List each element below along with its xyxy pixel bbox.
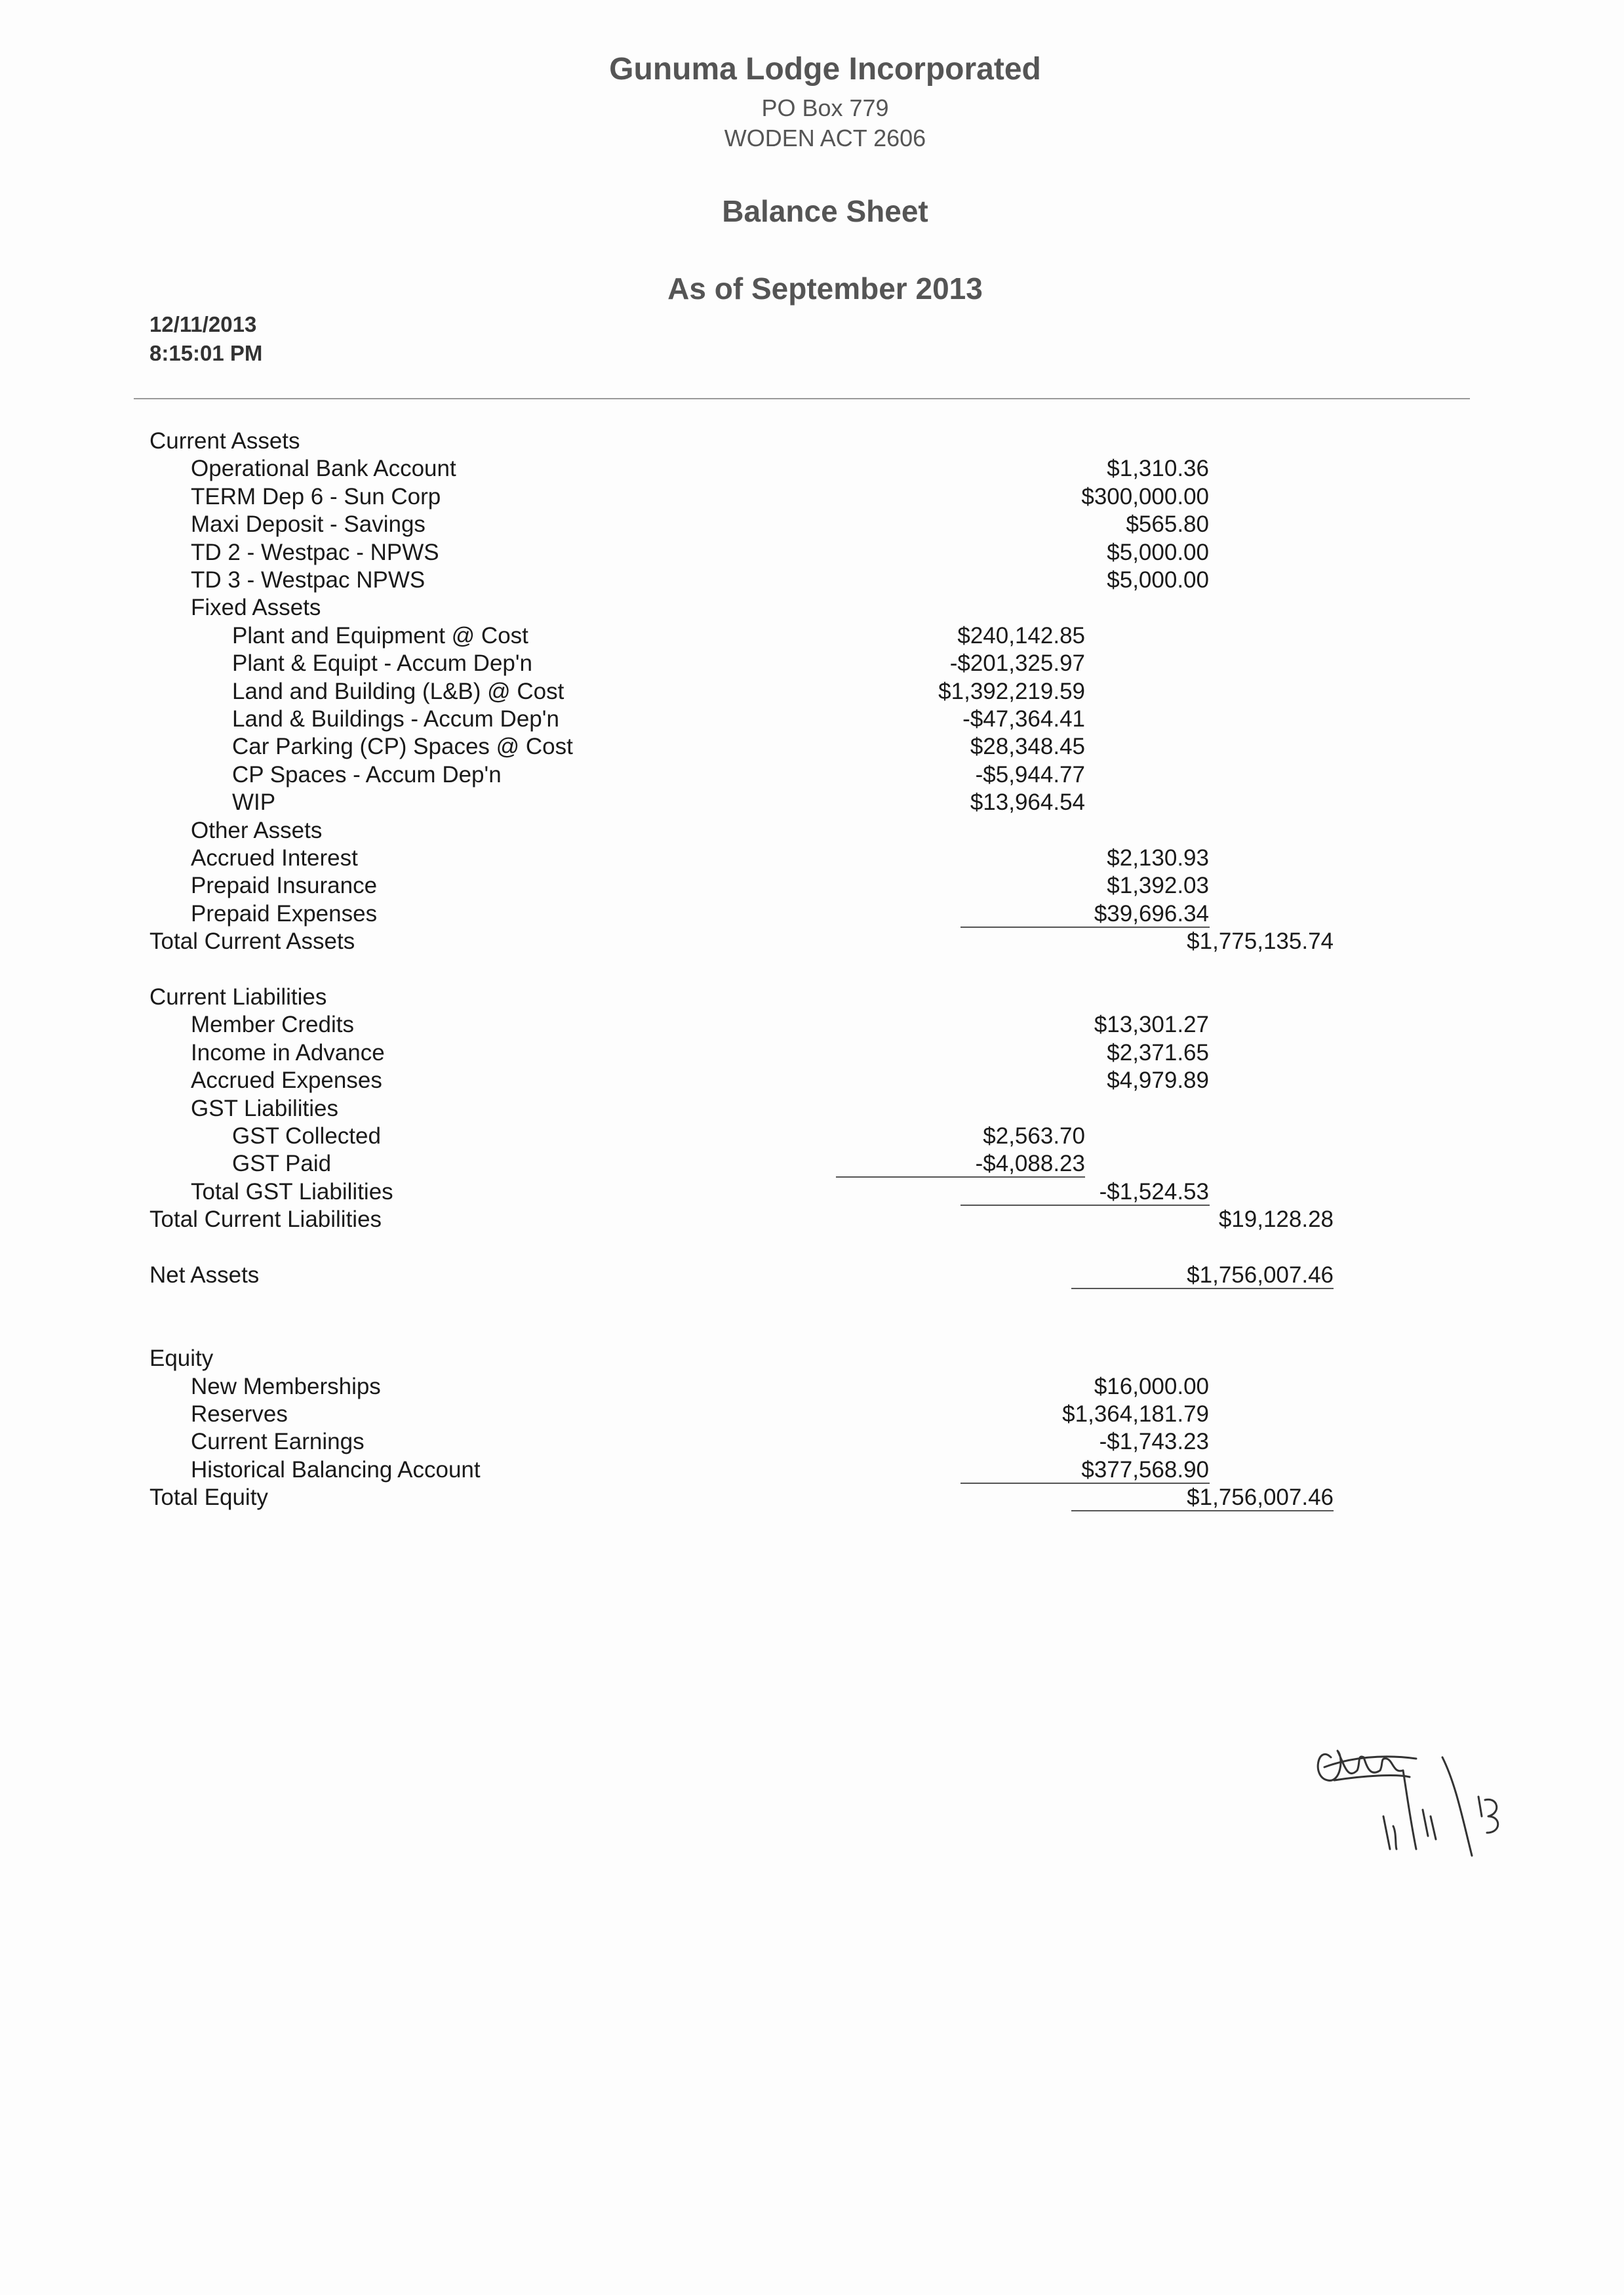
row-amount: -$4,088.23 [975,1151,1085,1177]
row-label: Fixed Assets [191,595,321,621]
row-label: WIP [232,789,276,816]
statement-row [0,1095,1624,1123]
row-label: Equity [149,1346,214,1372]
row-label: Land & Buildings - Accum Dep'n [232,706,559,732]
statement-row [0,733,1624,761]
header-divider [134,398,1470,399]
row-label: Plant & Equipt - Accum Dep'n [232,650,533,677]
row-label: New Memberships [191,1373,381,1399]
row-label: Net Assets [149,1262,260,1288]
statement-row [0,872,1624,900]
statement-row [0,511,1624,538]
row-label: GST Paid [232,1151,332,1177]
address-line-1: PO Box 779 [761,94,889,121]
row-amount: $1,775,135.74 [1187,928,1334,955]
statement-row [0,1345,1624,1372]
statement-row [0,1262,1624,1289]
row-amount: $2,371.65 [1107,1039,1209,1066]
row-amount: -$201,325.97 [949,650,1085,677]
row-amount: $28,348.45 [970,734,1085,760]
statement-row [0,1234,1624,1262]
row-label: Land and Building (L&B) @ Cost [232,678,564,704]
row-amount: $1,310.36 [1107,456,1209,482]
row-label: TERM Dep 6 - Sun Corp [191,483,441,509]
row-label: Member Credits [191,1012,354,1038]
statement-row [0,1067,1624,1094]
statement-row [0,594,1624,622]
statement-row [0,1011,1624,1039]
row-label: Current Earnings [191,1429,365,1455]
statement-row [0,1289,1624,1317]
row-amount: -$1,743.23 [1099,1429,1209,1455]
row-label: Prepaid Insurance [191,873,378,899]
statement-row [0,1317,1624,1345]
row-amount: $13,964.54 [970,789,1085,816]
statement-row [0,984,1624,1011]
row-amount: $5,000.00 [1107,567,1209,593]
row-label: Plant and Equipment @ Cost [232,622,528,649]
statement-row [0,900,1624,928]
row-label: TD 3 - Westpac NPWS [191,567,426,593]
statement-row [0,1206,1624,1233]
row-amount: $2,130.93 [1107,845,1209,871]
row-amount: $1,756,007.46 [1187,1485,1334,1511]
row-label: Income in Advance [191,1039,385,1066]
row-amount: $1,756,007.46 [1187,1262,1334,1288]
row-label: Prepaid Expenses [191,900,378,927]
row-label: Reserves [191,1401,288,1427]
statement-row [0,956,1624,984]
statement-row [0,1428,1624,1456]
row-amount: $19,128.28 [1218,1207,1334,1233]
statement-row [0,1039,1624,1067]
row-label: GST Liabilities [191,1095,339,1121]
row-amount: $377,568.90 [1081,1456,1209,1483]
row-amount: $5,000.00 [1107,539,1209,565]
row-label: TD 2 - Westpac - NPWS [191,539,439,565]
row-amount: $2,563.70 [983,1123,1085,1149]
row-label: Maxi Deposit - Savings [191,511,426,538]
statement-row [0,928,1624,955]
row-label: Accrued Interest [191,845,358,871]
row-label: Accrued Expenses [191,1068,382,1094]
row-amount: -$1,524.53 [1099,1178,1209,1205]
row-amount: $1,364,181.79 [1062,1401,1209,1427]
row-amount: $1,392.03 [1107,873,1209,899]
report-period: As of September 2013 [667,271,983,306]
row-label: Current Assets [149,428,300,454]
statement-row [0,789,1624,816]
statement-row [0,678,1624,706]
statement-row [0,1150,1624,1178]
handwritten-signature [1305,1718,1515,1862]
row-label: Total Equity [149,1485,268,1511]
statement-row [0,650,1624,677]
statement-row [0,428,1624,455]
statement-row [0,706,1624,733]
row-label: CP Spaces - Accum Dep'n [232,761,502,788]
row-label: Historical Balancing Account [191,1456,481,1483]
print-date: 12/11/2013 [149,312,257,336]
statement-row [0,817,1624,845]
statement-row [0,845,1624,872]
row-label: Current Liabilities [149,984,327,1010]
row-amount: $39,696.34 [1094,900,1209,927]
address-line-2: WODEN ACT 2606 [724,125,926,151]
print-time: 8:15:01 PM [149,341,263,365]
statement-row [0,455,1624,483]
row-label: Total Current Assets [149,928,355,955]
row-amount: $240,142.85 [957,622,1085,649]
row-label: Total Current Liabilities [149,1207,382,1233]
row-label: Other Assets [191,817,323,843]
row-amount: $4,979.89 [1107,1068,1209,1094]
row-amount: -$47,364.41 [962,706,1085,732]
company-name: Gunuma Lodge Incorporated [609,52,1041,87]
statement-row [0,1401,1624,1428]
row-amount: $565.80 [1126,511,1209,538]
subtotal-underline [1071,1510,1334,1511]
row-amount: $300,000.00 [1081,483,1209,509]
statement-row [0,1373,1624,1401]
statement-row [0,622,1624,650]
row-amount: $16,000.00 [1094,1373,1209,1399]
row-label: Operational Bank Account [191,456,456,482]
row-amount: -$5,944.77 [975,761,1085,788]
row-amount: $1,392,219.59 [938,678,1085,704]
statement-row [0,761,1624,789]
statement-row [0,1123,1624,1150]
row-amount: $13,301.27 [1094,1012,1209,1038]
row-label: Car Parking (CP) Spaces @ Cost [232,734,573,760]
statement-row [0,1456,1624,1484]
row-label: Total GST Liabilities [191,1178,393,1205]
statement-row [0,539,1624,567]
statement-row [0,1484,1624,1511]
row-label: GST Collected [232,1123,381,1149]
statement-row [0,567,1624,594]
statement-row [0,483,1624,511]
statement-row [0,1178,1624,1206]
report-title: Balance Sheet [722,194,928,228]
